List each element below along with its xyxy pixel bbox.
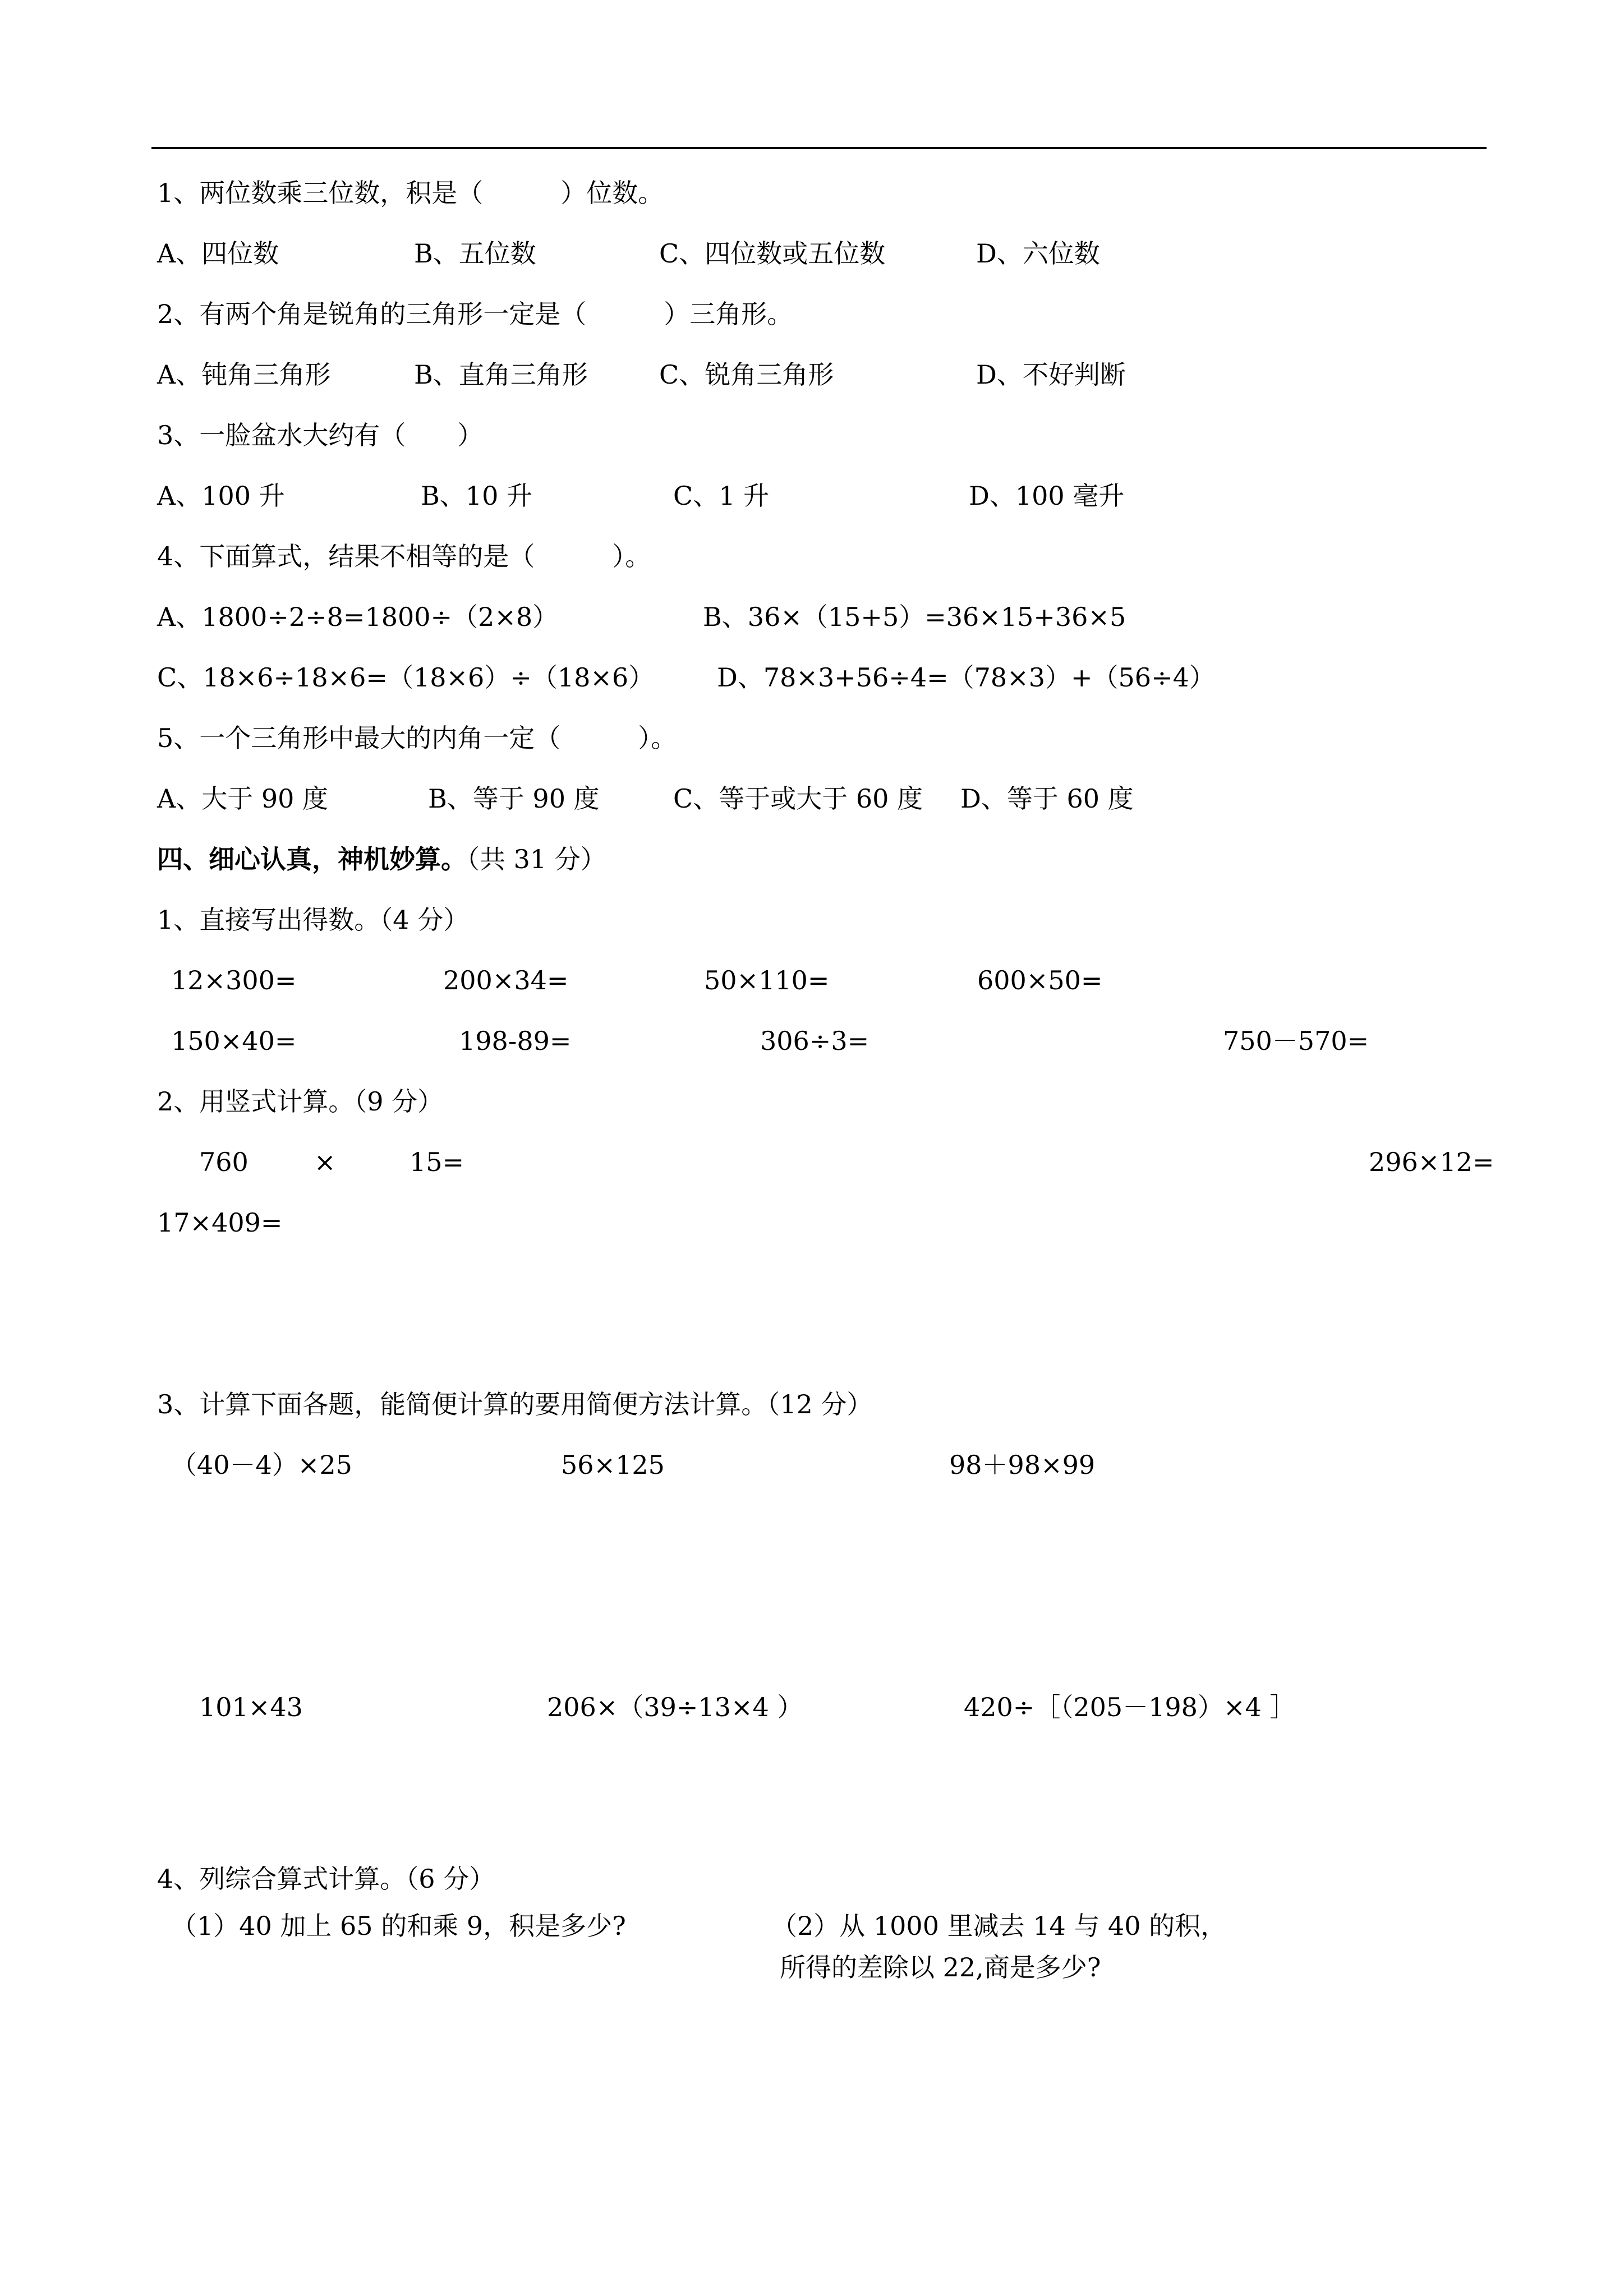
question-1: 1、两位数乘三位数，积是（ ）位数。 [157, 178, 664, 208]
p3-item: 101×43 [199, 1692, 303, 1722]
q4-option-b: B、36×（15+5）=36×15+36×5 [703, 602, 1126, 632]
p1-item: 150×40= [171, 1026, 297, 1056]
part-4-title: 4、列综合算式计算。（6 分） [157, 1864, 495, 1894]
p1-item: 750－570= [1223, 1026, 1369, 1056]
q5-option-a: A、大于 90 度 [157, 783, 328, 814]
p3-item: 98＋98×99 [949, 1450, 1096, 1480]
q1-option-b: B、五位数 [414, 238, 536, 269]
p3-item: 420÷［（205－198）×4 ］ [964, 1692, 1296, 1722]
q5-option-d: D、等于 60 度 [960, 783, 1134, 814]
question-3: 3、一脸盆水大约有（ ） [157, 420, 484, 450]
q4-option-d: D、78×3+56÷4=（78×3）+（56÷4） [717, 662, 1215, 693]
q1-option-a: A、四位数 [157, 238, 279, 269]
q4-option-c: C、18×6÷18×6=（18×6）÷（18×6） [157, 662, 655, 693]
q2-option-c: C、锐角三角形 [659, 359, 834, 390]
p1-item: 600×50= [977, 965, 1103, 995]
q1-option-d: D、六位数 [976, 238, 1100, 269]
p1-item: 200×34= [443, 965, 569, 995]
q3-option-d: D、100 毫升 [969, 481, 1125, 511]
p2-item: 15= [410, 1147, 464, 1177]
part-1-title: 1、直接写出得数。（4 分） [157, 905, 470, 935]
section-4-score: （共 31 分） [467, 844, 606, 874]
q5-option-b: B、等于 90 度 [428, 783, 600, 814]
p3-item: 56×125 [561, 1450, 665, 1480]
q1-option-c: C、四位数或五位数 [659, 238, 886, 269]
p1-item: 50×110= [704, 965, 830, 995]
section-4-title: 四、细心认真，神机妙算。 [157, 844, 467, 874]
q3-option-c: C、1 升 [673, 481, 770, 511]
p3-item: （40－4）×25 [171, 1450, 352, 1480]
part-3-title: 3、计算下面各题，能简便计算的要用简便方法计算。（12 分） [157, 1389, 873, 1419]
p1-item: 306÷3= [760, 1026, 869, 1056]
p3-item: 206×（39÷13×4 ） [547, 1692, 803, 1722]
p4-question-1: （1）40 加上 65 的和乘 9，积是多少? [171, 1911, 626, 1941]
question-5: 5、一个三角形中最大的内角一定（ ）。 [157, 723, 677, 753]
q3-option-a: A、100 升 [157, 481, 285, 511]
p2-item: 17×409= [157, 1207, 283, 1238]
q2-option-d: D、不好判断 [976, 359, 1126, 390]
q4-option-a: A、1800÷2÷8=1800÷（2×8） [157, 602, 559, 632]
p2-item: 296×12= [1369, 1147, 1494, 1177]
q3-option-b: B、10 升 [421, 481, 532, 511]
p2-item: × [314, 1147, 336, 1177]
p1-item: 198-89= [459, 1026, 572, 1056]
part-2-title: 2、用竖式计算。（9 分） [157, 1086, 444, 1117]
question-2: 2、有两个角是锐角的三角形一定是（ ）三角形。 [157, 299, 793, 329]
q2-option-a: A、钝角三角形 [157, 359, 331, 390]
header-rule [151, 147, 1487, 149]
question-4: 4、下面算式，结果不相等的是（ ）。 [157, 541, 651, 571]
p2-item: 760 [199, 1147, 249, 1177]
p1-item: 12×300= [171, 965, 297, 995]
section-4-heading [157, 842, 606, 876]
p4-question-2-line-2: 所得的差除以 22,商是多少? [780, 1952, 1101, 1983]
q5-option-c: C、等于或大于 60 度 [673, 783, 923, 814]
q2-option-b: B、直角三角形 [414, 359, 588, 390]
p4-question-2-line-1: （2）从 1000 里减去 14 与 40 的积， [771, 1911, 1227, 1941]
